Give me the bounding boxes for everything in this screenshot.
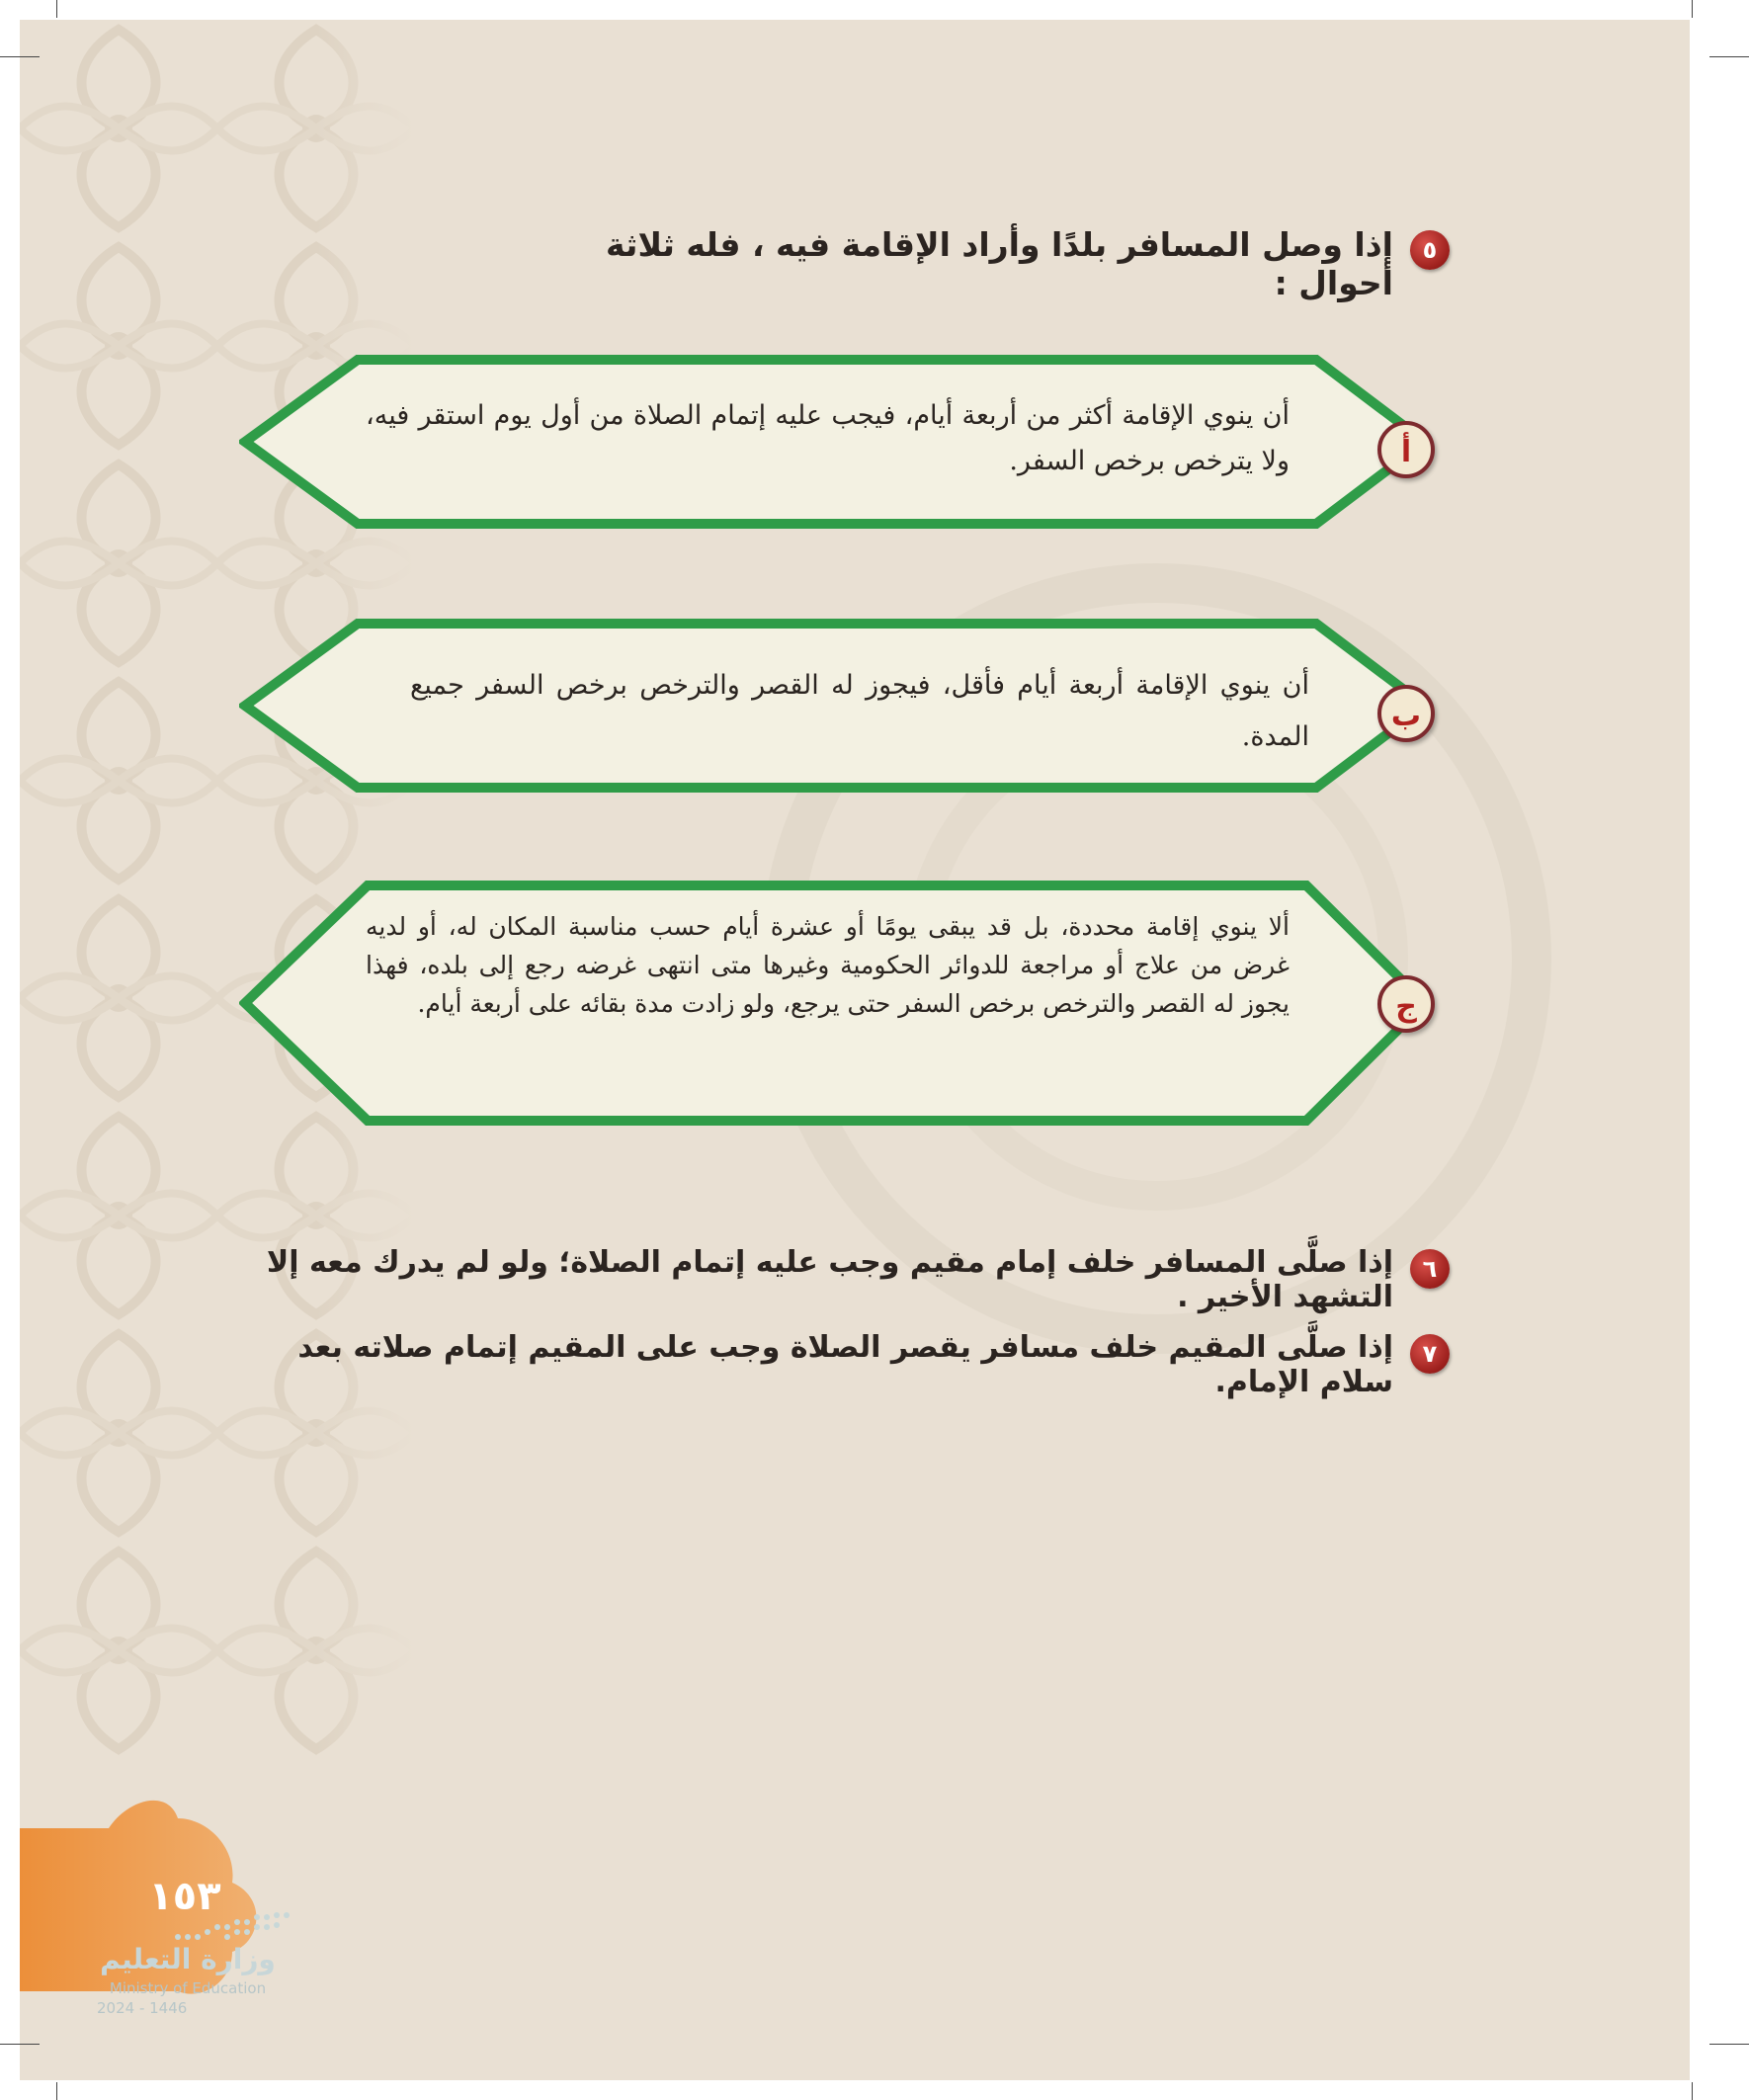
textbook-page [20,20,1690,2080]
ministry-name-english: Ministry of Education [109,1979,267,1997]
case-text-c: ألا ينوي إقامة محددة، بل قد يبقى يومًا أو عشرة أيام حسب مناسبة المكان له، أو لديه غرض من علاج أو مراجعة للدوائر الحكومية وغيرها متى انتهى غرضه رجع إلى بلده، فهذا يجوز له القصر والترخص برخص السفر حتى يرجع، ولو زادت مدة بقائه على أربعة أيام. [366,912,1290,1018]
crop-mark [1709,2044,1749,2045]
ministry-logo-dots-icon [168,1907,296,1947]
crop-mark [1692,0,1693,18]
ministry-name-arabic: وزارة التعليم [100,1943,276,1975]
item-6-text: إذا صلَّى المسافر خلف إمام مقيم وجب عليه إتمام الصلاة؛ ولو لم يدرك معه إلا التشهد الأخير . [266,1245,1393,1314]
page-number: ١٥٣ [148,1874,221,1919]
crop-mark [1692,2082,1693,2100]
item-number-badge: ٥ [1410,230,1450,270]
item-5-heading: إذا وصل المسافر بلدًا وأراد الإقامة فيه ، فله ثلاثة أحوال : [606,225,1393,302]
case-letter-badge-a: أ [1377,421,1435,478]
crop-mark [0,56,40,57]
crop-mark [56,0,57,18]
crop-mark [56,2082,57,2100]
case-letter-badge-b: ب [1377,685,1435,742]
item-number-badge: ٧ [1410,1334,1450,1374]
item-number-badge: ٦ [1410,1249,1450,1289]
edition-year: 2024 - 1446 [97,1999,188,2017]
case-letter-badge-c: ج [1377,975,1435,1033]
case-text-b: أن ينوي الإقامة أربعة أيام فأقل، فيجوز له القصر والترخص برخص السفر جميع المدة. [410,670,1309,752]
case-text-a: أن ينوي الإقامة أكثر من أربعة أيام، فيجب عليه إتمام الصلاة من أول يوم استقر فيه، ولا يترخص برخص السفر. [366,400,1290,476]
crop-mark [1709,56,1749,57]
crop-mark [0,2044,40,2045]
item-7-text: إذا صلَّى المقيم خلف مسافر يقصر الصلاة وجب على المقيم إتمام صلاته بعد سلام الإمام. [297,1330,1393,1399]
